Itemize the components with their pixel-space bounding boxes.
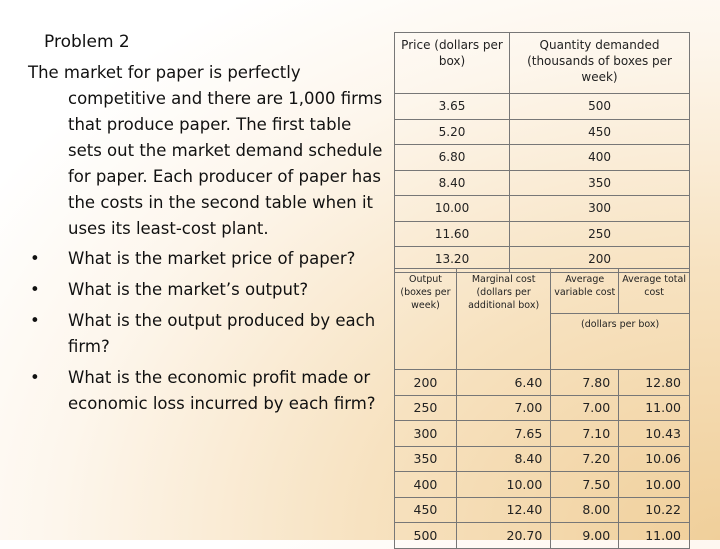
bullet-icon: • [30,280,40,299]
table-cell: 250 [395,395,457,421]
table-cell: 7.00 [456,395,550,421]
table-cell: 250 [510,221,690,247]
table-cell: 7.20 [551,446,619,472]
table-row [395,196,690,222]
table-cell: 8.40 [456,446,550,472]
problem-intro: The market for paper is perfectly competitive and there are 1,000 firms that produce paper. The first table sets out the market demand schedule for paper. Each producer of paper has the costs in the second table when it uses its least-cost plant. [28,63,383,238]
table-cell: 11.00 [619,523,690,549]
question-item [28,308,383,360]
table-cell: 7.80 [551,370,619,396]
table-cell: 500 [395,523,457,549]
question-text: What is the market’s output? [68,280,309,299]
table-cell: 200 [510,247,690,273]
table-cell: 400 [510,145,690,171]
table-cell: 13.20 [395,247,510,273]
table-cell: 350 [510,170,690,196]
table-cell: 500 [510,94,690,120]
table-row [395,472,690,498]
table-cell: 10.43 [619,421,690,447]
table-cell: 350 [395,446,457,472]
column-header: Average total cost [619,269,690,314]
table-row [395,523,690,549]
question-text: What is the economic profit made or economic loss incurred by each firm? [68,368,376,413]
table-cell: 3.65 [395,94,510,120]
table-cell: 6.40 [456,370,550,396]
table-cell: 10.00 [456,472,550,498]
table-row [395,170,690,196]
table-cell: 10.00 [395,196,510,222]
table-cell: 450 [395,497,457,523]
cost-table-body [395,370,690,549]
table-cell: 8.00 [551,497,619,523]
question-text: What is the market price of paper? [68,249,356,268]
table-cell: 20.70 [456,523,550,549]
demand-table [394,32,690,273]
problem-title: Problem 2 [44,32,130,52]
demand-table-body [395,94,690,273]
unit-label: (dollars per box) [551,314,690,370]
column-header: Average variable cost [551,269,619,314]
table-cell: 10.22 [619,497,690,523]
column-header: Marginal cost (dollars per additional box) [456,269,550,370]
table-row [395,145,690,171]
question-list [28,246,383,417]
bullet-icon: • [30,249,40,268]
table-row [395,497,690,523]
question-item [28,277,383,303]
table-cell: 400 [395,472,457,498]
table-cell: 9.00 [551,523,619,549]
table-cell: 11.60 [395,221,510,247]
column-header: Quantity demanded (thousands of boxes per week) [510,33,690,94]
cost-table [394,268,690,549]
column-header: Price (dollars per box) [395,33,510,94]
table-cell: 6.80 [395,145,510,171]
table-cell: 450 [510,119,690,145]
table-header-row [395,33,690,94]
question-text: What is the output produced by each firm? [68,311,376,356]
table-cell: 10.06 [619,446,690,472]
table-cell: 7.50 [551,472,619,498]
column-header: Output (boxes per week) [395,269,457,370]
table-cell: 200 [395,370,457,396]
table-row [395,94,690,120]
table-cell: 10.00 [619,472,690,498]
table-cell: 8.40 [395,170,510,196]
table-cell: 300 [510,196,690,222]
table-row [395,119,690,145]
table-row [395,421,690,447]
table-cell: 5.20 [395,119,510,145]
question-item [28,246,383,272]
question-item [28,365,383,417]
table-row [395,446,690,472]
table-cell: 7.65 [456,421,550,447]
bullet-icon: • [30,311,40,330]
problem-body [28,60,383,422]
table-cell: 300 [395,421,457,447]
table-cell: 12.80 [619,370,690,396]
table-cell: 12.40 [456,497,550,523]
table-cell: 7.00 [551,395,619,421]
table-header-row [395,269,690,314]
table-row [395,370,690,396]
bullet-icon: • [30,368,40,387]
table-cell: 11.00 [619,395,690,421]
table-row [395,221,690,247]
table-cell: 7.10 [551,421,619,447]
table-row [395,395,690,421]
